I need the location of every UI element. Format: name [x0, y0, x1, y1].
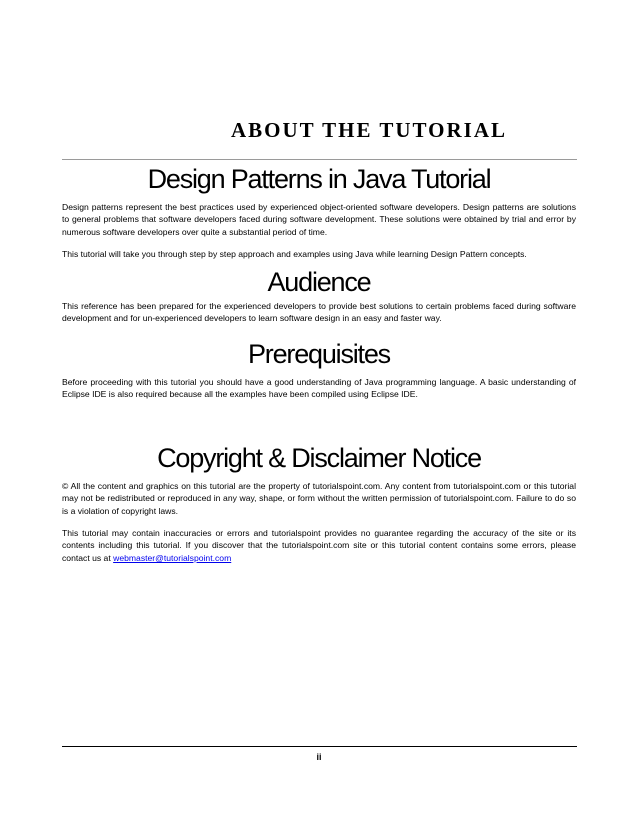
webmaster-email-link[interactable]: webmaster@tutorialspoint.com — [113, 552, 232, 563]
copyright-paragraph-2 — [62, 527, 576, 564]
copyright-paragraph-2-text: This tutorial may contain inaccuracies or errors and tutorialspoint provides no guarantee regarding the accuracy of the site or its contents including this tutorial. If you discover that the tutorialspoint.com site or this tutorial content contains some errors, please contact us at — [62, 528, 576, 563]
footer-divider — [62, 746, 577, 747]
copyright-title: Copyright & Disclaimer Notice — [157, 443, 481, 473]
prerequisites-title: Prerequisites — [248, 339, 390, 369]
page-header — [0, 118, 638, 143]
intro-title: Design Patterns in Java Tutorial — [147, 164, 491, 194]
audience-title: Audience — [267, 267, 371, 297]
copyright-paragraph-1: © All the content and graphics on this tutorial are the property of tutorialspoint.com. Any content from tutorialspoint.com or this tutorial may not be redistributed or reproduced in any way, shape, or form without the written permission of tutorialspoint.com. Failure to do so is a violation of copyright laws. — [62, 481, 576, 516]
prerequisites-paragraph: Before proceeding with this tutorial you should have a good understanding of Java programming language. A basic understanding of Eclipse IDE is also required because all the examples have been compiled using Eclipse IDE. — [62, 377, 576, 400]
intro-paragraph-1: Design patterns represent the best practices used by experienced object-oriented software developers. Design patterns are solutions to general problems that software developers faced during software development. These solutions were obtained by trial and error by numerous software developers over quite a substantial period of time. — [62, 202, 576, 237]
page-header-title: ABOUT THE TUTORIAL — [230, 118, 508, 142]
header-divider — [62, 159, 577, 160]
page-number: ii — [316, 752, 322, 762]
intro-paragraph-2: This tutorial will take you through step by step approach and examples using Java while learning Design Pattern concepts. — [62, 249, 527, 259]
audience-paragraph: This reference has been prepared for the experienced developers to provide best solutions to certain problems faced during software development and for un-experienced developers to learn software design in an easy and faster way. — [62, 301, 576, 324]
